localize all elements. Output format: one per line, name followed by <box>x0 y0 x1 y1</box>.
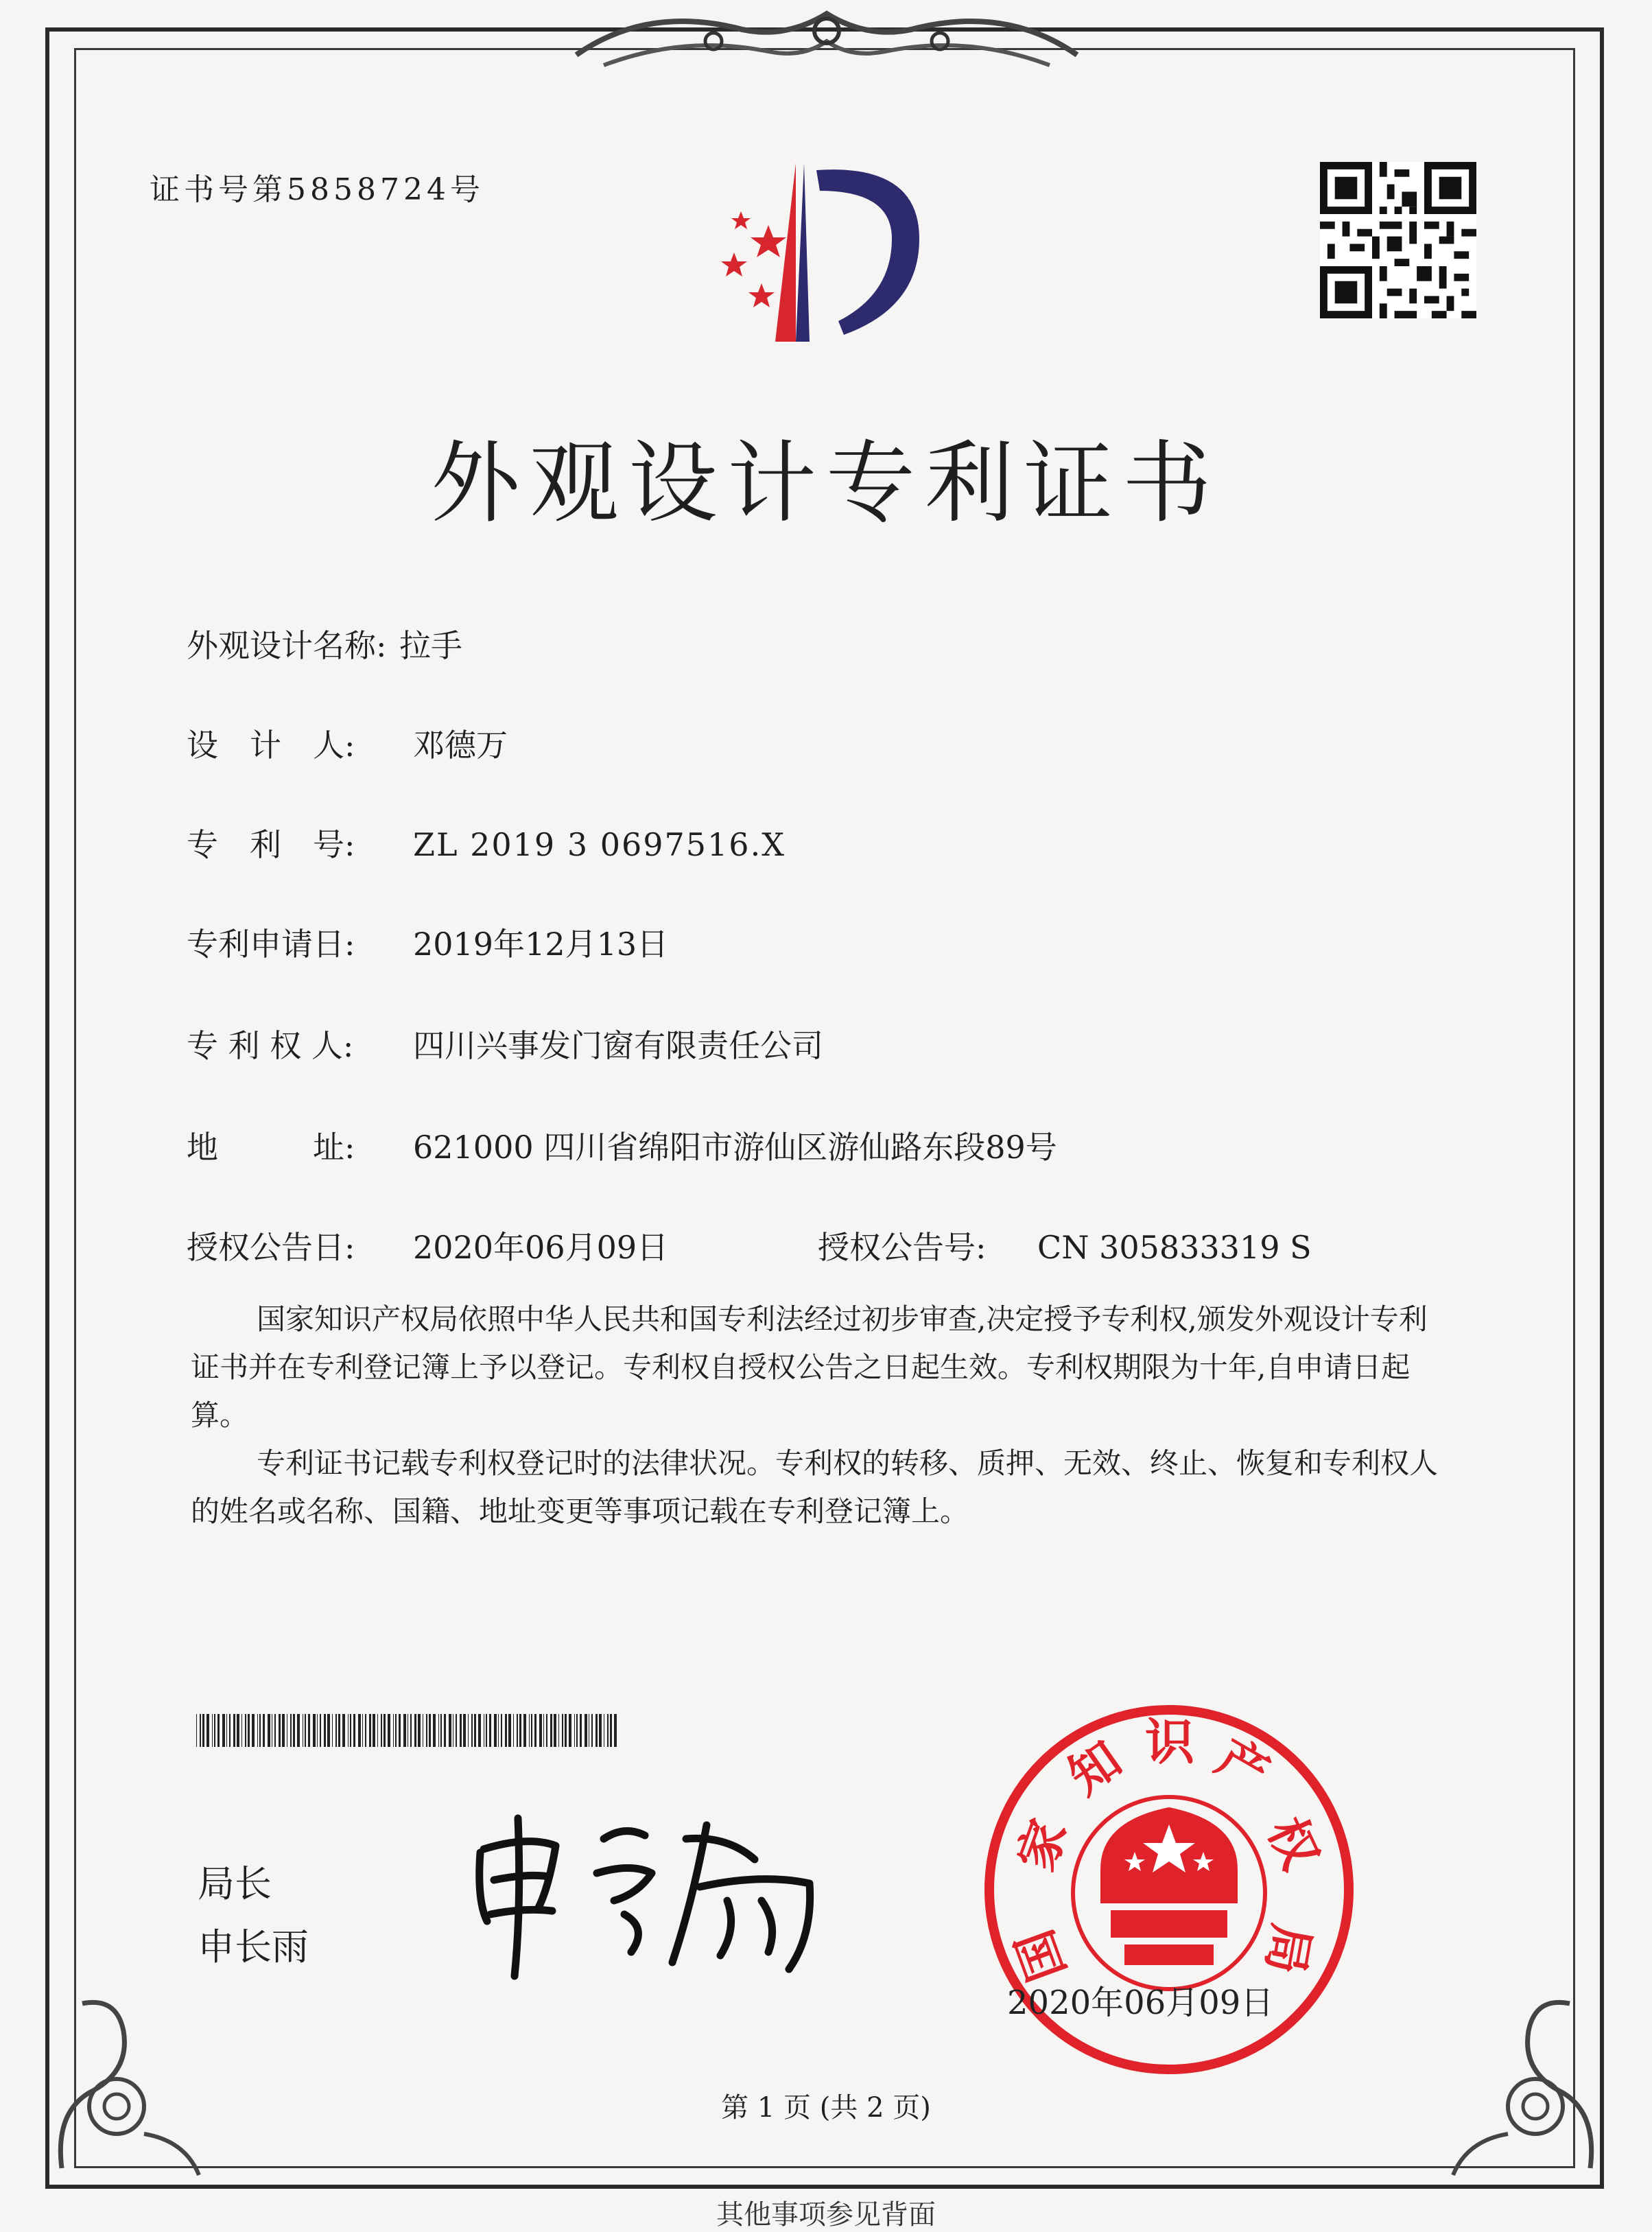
legal-paragraph-1: 国家知识产权局依照中华人民共和国专利法经过初步审查,决定授予专利权,颁发外观设计专利证书并在专利登记簿上予以登记。专利权自授权公告之日起生效。专利权期限为十年,自申请日起算。 <box>191 1302 1428 1432</box>
grant-no-label: 授权公告号: <box>818 1229 987 1266</box>
designer-value: 邓德万 <box>413 727 508 764</box>
director-block <box>198 1853 309 1979</box>
qr-code-icon <box>1320 162 1476 318</box>
corner-ornament-left-icon <box>48 1976 213 2182</box>
certificate-number: 证书号第5858724号 <box>150 172 484 207</box>
patentee-label: 专 利 权 人: <box>187 1027 354 1064</box>
page-title: 外观设计专利证书 <box>430 431 1221 535</box>
application-date-value: 2019年12月13日 <box>413 926 669 963</box>
director-signature <box>467 1798 837 1990</box>
top-ornament-icon <box>563 0 1091 75</box>
address-value: 621000 四川省绵阳市游仙区游仙路东段89号 <box>413 1129 1057 1166</box>
svg-text:知: 知 <box>1057 1729 1132 1806</box>
legal-paragraph-2: 专利证书记载专利权登记时的法律状况。专利权的转移、质押、无效、终止、恢复和专利权人的姓名或名称、国籍、地址变更等事项记载在专利登记簿上。 <box>191 1446 1439 1528</box>
address-row <box>187 1123 1057 1168</box>
svg-text:权: 权 <box>1257 1808 1331 1878</box>
svg-text:产: 产 <box>1207 1727 1279 1803</box>
application-date-label: 专利申请日: <box>187 926 355 963</box>
grant-row <box>187 1223 1312 1268</box>
director-title: 局长 <box>198 1862 272 1905</box>
patent-no-value: ZL 2019 3 0697516.X <box>413 826 786 863</box>
director-name: 申长雨 <box>198 1925 309 1969</box>
svg-text:国: 国 <box>1004 1922 1077 1989</box>
designer-label: 设 计 人: <box>187 727 355 764</box>
svg-text:家: 家 <box>1006 1811 1078 1879</box>
page-number: 第 1 页 (共 2 页) <box>721 2092 931 2124</box>
svg-text:局: 局 <box>1255 1920 1322 1979</box>
official-seal-icon <box>977 1698 1361 2082</box>
back-note: 其他事项参见背面 <box>716 2199 936 2231</box>
corner-ornament-right-icon <box>1439 1976 1604 2182</box>
design-name-value: 拉手 <box>399 627 462 664</box>
patent-no-row <box>187 820 786 865</box>
design-name-row <box>187 621 462 666</box>
grant-date-value: 2020年06月09日 <box>413 1229 669 1266</box>
designer-row <box>187 720 508 766</box>
address-label: 地 址: <box>187 1129 355 1166</box>
grant-no-value: CN 305833319 S <box>1037 1229 1312 1266</box>
barcode-icon <box>196 1714 617 1747</box>
application-date-row <box>187 919 668 965</box>
design-name-label: 外观设计名称: <box>187 627 387 664</box>
svg-text:识: 识 <box>1145 1713 1195 1771</box>
cnipa-emblem-icon <box>693 156 954 342</box>
patent-no-label: 专 利 号: <box>187 826 355 863</box>
patentee-value: 四川兴事发门窗有限责任公司 <box>413 1027 823 1064</box>
patentee-row <box>187 1021 823 1066</box>
grant-date-label: 授权公告日: <box>187 1229 355 1266</box>
seal-date: 2020年06月09日 <box>1007 1984 1274 2022</box>
